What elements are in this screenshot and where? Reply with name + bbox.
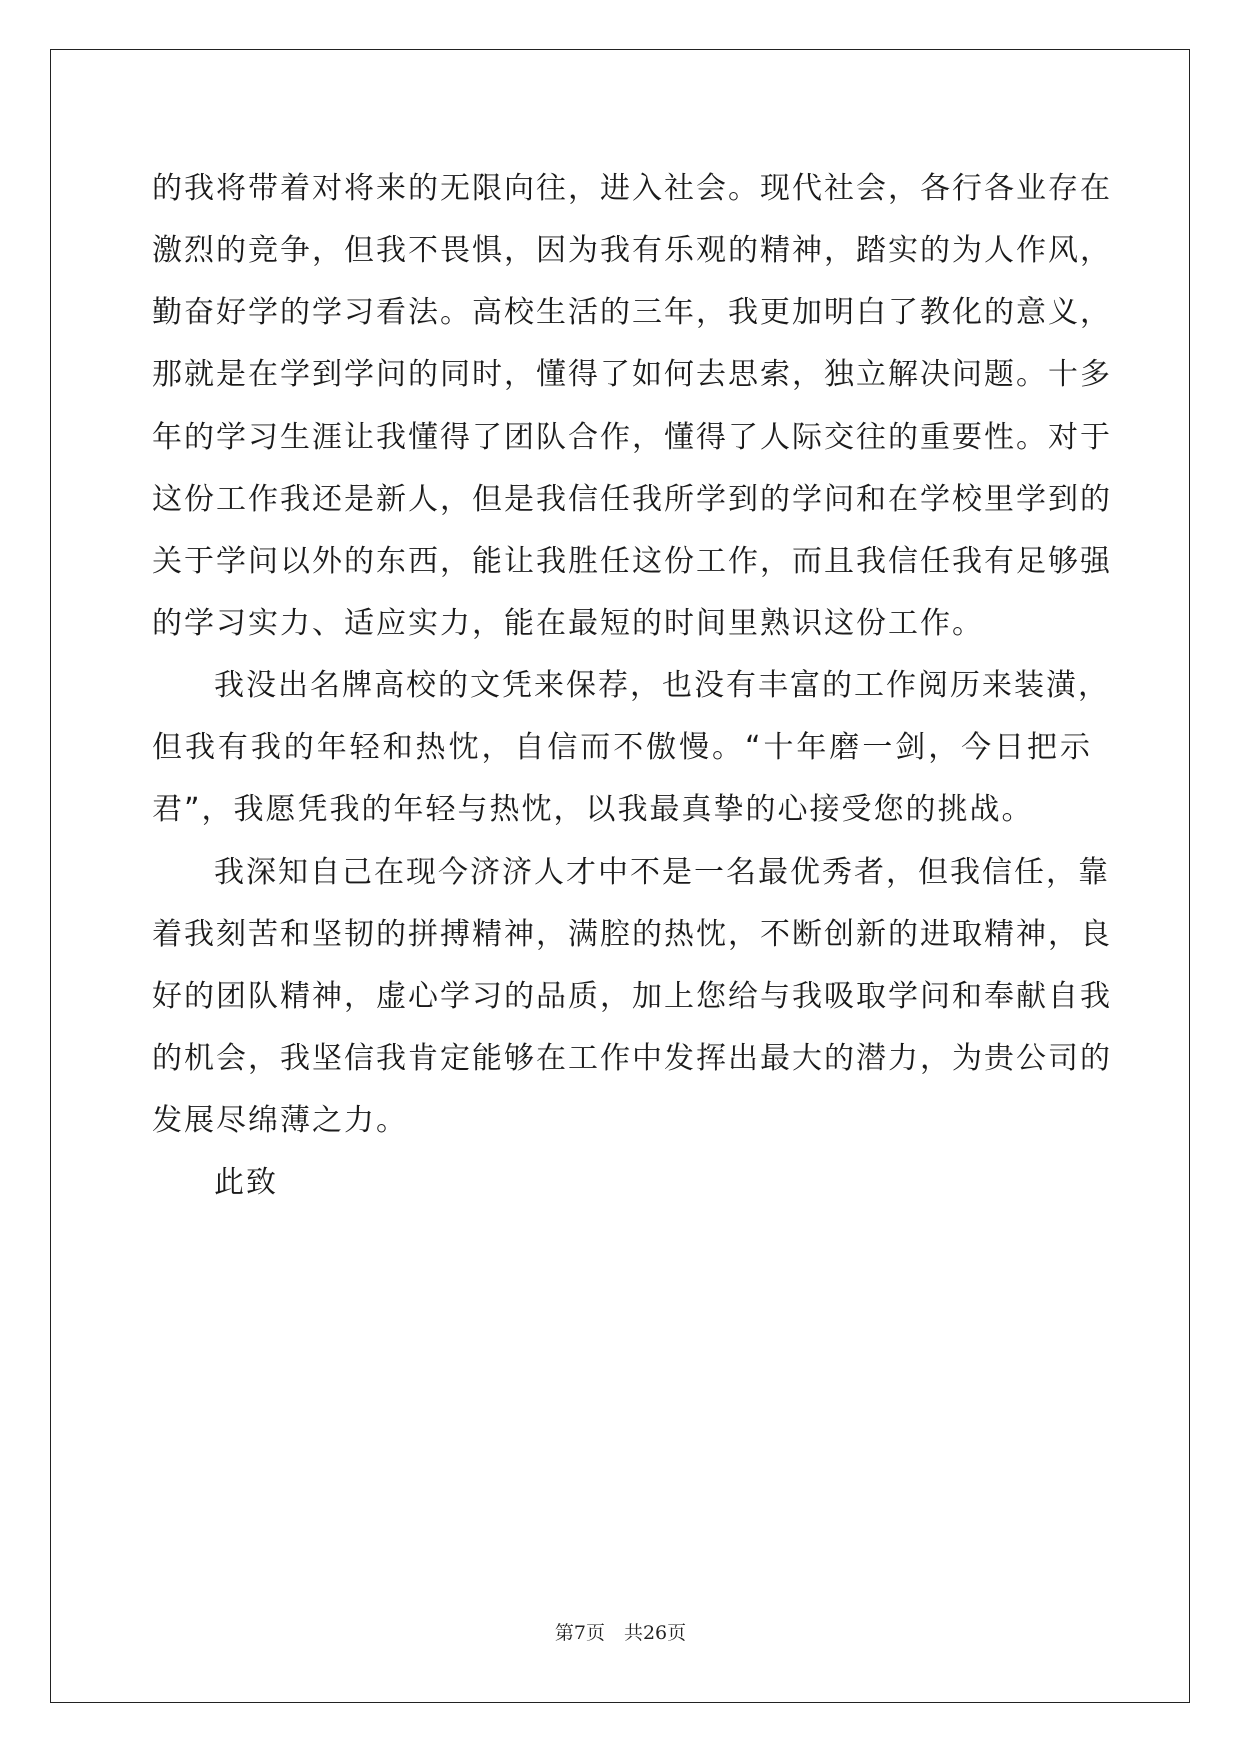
paragraph-line: 着我刻苦和坚韧的拼搏精神，满腔的热忱，不断创新的进取精神，良 bbox=[152, 917, 1112, 952]
paragraph-line: 这份工作我还是新人，但是我信任我所学到的学问和在学校里学到的 bbox=[152, 482, 1112, 517]
paragraph-line: 好的团队精神，虚心学习的品质，加上您给与我吸取学问和奉献自我 bbox=[152, 979, 1112, 1014]
paragraph-line: 我没出名牌高校的文凭来保荐，也没有丰富的工作阅历来装潢， bbox=[214, 668, 1110, 703]
page-number-footer: 第7页 共26页 bbox=[554, 1622, 687, 1644]
paragraph-line: 勤奋好学的学习看法。高校生活的三年，我更加明白了教化的意义， bbox=[152, 295, 1112, 330]
paragraph-line: 关于学问以外的东西，能让我胜任这份工作，而且我信任我有足够强 bbox=[152, 544, 1112, 579]
paragraph-line: 那就是在学到学问的同时，懂得了如何去思索，独立解决问题。十多 bbox=[152, 357, 1112, 392]
paragraph-line: 的学习实力、适应实力，能在最短的时间里熟识这份工作。 bbox=[152, 606, 984, 641]
paragraph-line: 年的学习生涯让我懂得了团队合作，懂得了人际交往的重要性。对于 bbox=[152, 420, 1112, 455]
paragraph-line: 但我有我的年轻和热忱，自信而不傲慢。“十年磨一剑，今日把示 bbox=[152, 730, 1092, 765]
paragraph-line: 君”，我愿凭我的年轻与热忱，以我最真挚的心接受您的挑战。 bbox=[152, 792, 1034, 827]
closing-salutation: 此致 bbox=[214, 1165, 278, 1200]
paragraph-line: 我深知自己在现今济济人才中不是一名最优秀者，但我信任，靠 bbox=[214, 855, 1110, 890]
paragraph-line: 的我将带着对将来的无限向往，进入社会。现代社会，各行各业存在 bbox=[152, 171, 1112, 206]
paragraph-line: 发展尽绵薄之力。 bbox=[152, 1103, 408, 1138]
paragraph-line: 激烈的竞争，但我不畏惧，因为我有乐观的精神，踏实的为人作风， bbox=[152, 233, 1112, 268]
paragraph-line: 的机会，我坚信我肯定能够在工作中发挥出最大的潜力，为贵公司的 bbox=[152, 1041, 1112, 1076]
